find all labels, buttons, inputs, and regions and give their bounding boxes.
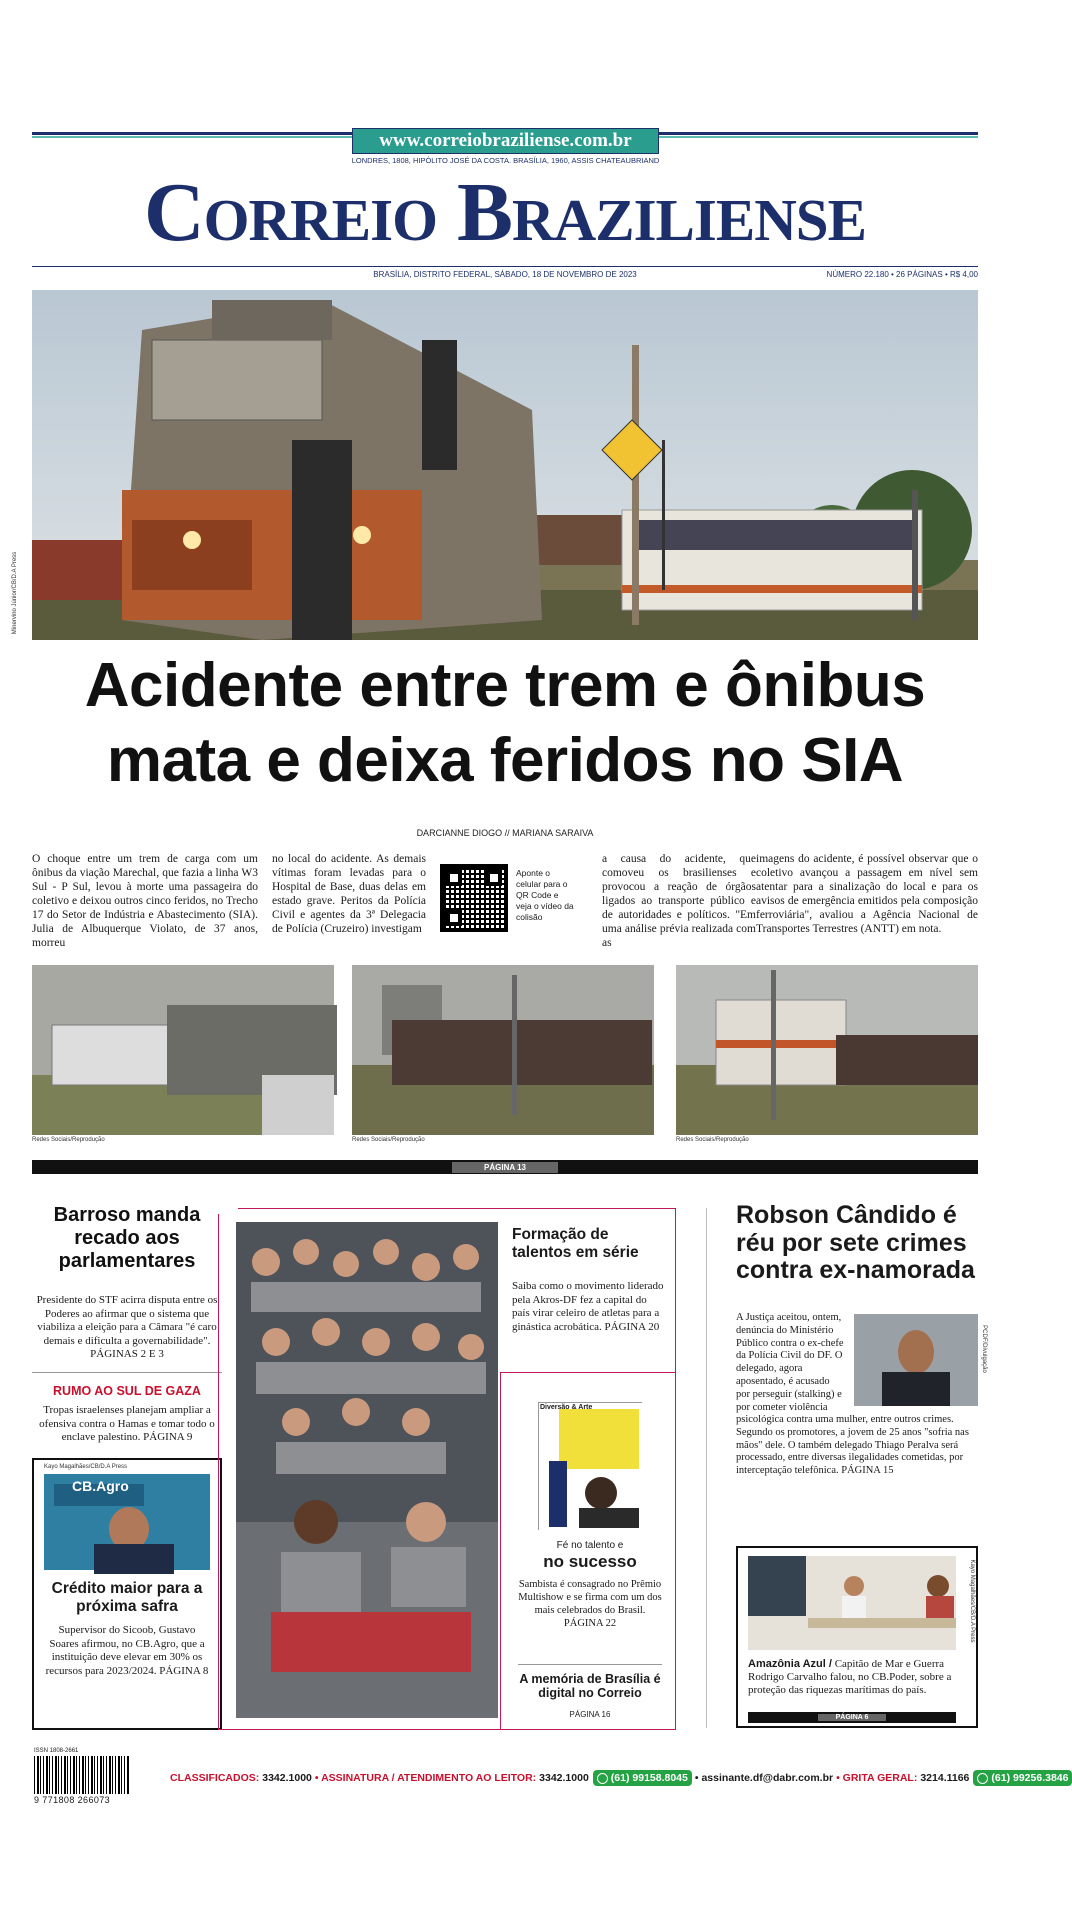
- crash-sequence-photo-1: [32, 965, 334, 1135]
- classificados-label: CLASSIFICADOS:: [170, 1772, 260, 1784]
- robson-summary-a: A Justiça aceitou, ontem, denúncia do Ministério Público contra o ex-chefe da Polícia Civil do DF. O delegado, agora aposentado, é acusado por perseguir (stalking) e por cometer violência: [736, 1312, 844, 1413]
- xande-de-pilares-thumbnail: [538, 1402, 642, 1530]
- gaza-summary: Tropas israelenses planejam ampliar a ofensiva contra o Hamas e tomar todo o enclave palestino. PÁGINA 9: [39, 1404, 215, 1443]
- robson-candido-portrait: [854, 1314, 978, 1406]
- barcode: [34, 1756, 130, 1794]
- center-divider-2: [518, 1664, 662, 1665]
- lead-column-3: a causa do acidente, que comoveu os brasilienses e provocou a reação de órgãos ligados ao transporte público e de autoridades e políticos. "Em uma análise prévia realizada com as: [602, 853, 756, 949]
- cbagro-credit: Kayo Magalhães/CB/D.A Press: [44, 1464, 128, 1470]
- robson-photo-credit: PCDF/Divulgação: [981, 1325, 987, 1373]
- lead-column-2: no local do acidente. As demais vítimas foram levadas para o Hospital de Base, duas delas em estado grave. Peritos da Polícia Civil e agentes da 3ª Delegacia de Polícia (Cruzeiro) investigam: [272, 853, 426, 935]
- center-box-cover-top: [218, 1200, 238, 1214]
- lead-column-1: O choque entre um trem de carga com um ônibus da viação Marechal, que fazia a linha W3 Sul - P Sul, levou à morte uma passageira do coletivo e deixou outros cinco feridos, no Trecho 17 do Setor de Indústria e Abastecimento (SIA). Julia de Albuquerque Violato, de 37 anos, morreu: [32, 853, 258, 949]
- amazonia-page-ref-bar[interactable]: [748, 1712, 956, 1723]
- amazonia-page-ref[interactable]: PÁGINA 6: [818, 1714, 887, 1721]
- memoria-page-ref[interactable]: PÁGINA 16: [569, 1710, 611, 1719]
- xande-kicker: Fé no talento e: [556, 1540, 624, 1551]
- lead-headline-line1[interactable]: Acidente entre trem e ônibus: [84, 651, 926, 720]
- lead-photo-train-bus-crash: [32, 290, 978, 640]
- amazonia-summary: Capitão de Mar e Guerra Rodrigo Carvalho falou, no CB.Poder, sobre a proteção das riquezas marítimas do país.: [748, 1658, 952, 1696]
- robson-summary-b: psicológica contra uma mulher, entre outros crimes. Segundo os promotores, a jovem de 25 anos "sofria nas mãos" dele. O também delegado Thiago Peralva será processado, entre diversas ilegalidades cometidas, por interceptação telefônica. PÁGINA 15: [736, 1414, 969, 1477]
- lead-headline-line2[interactable]: mata e deixa feridos no SIA: [106, 726, 904, 795]
- barroso-headline[interactable]: Barroso manda recado aos parlamentares: [53, 1204, 201, 1272]
- grita-label: • GRITA GERAL:: [836, 1772, 918, 1784]
- right-column-divider: [706, 1208, 707, 1728]
- whatsapp-number-2[interactable]: (61) 99256.3846: [991, 1772, 1069, 1784]
- crash-sequence-photo-2: [352, 965, 654, 1135]
- newspaper-name: Correio Braziliense: [144, 166, 866, 259]
- assinatura-label: • ASSINATURA / ATENDIMENTO AO LEITOR:: [314, 1772, 537, 1784]
- cbpoder-credit: Kayo Magalhães/CB/D.A Press: [969, 1559, 975, 1643]
- assinatura-number[interactable]: 3342.1000: [539, 1772, 589, 1784]
- lead-column-4: imagens do acidente, é possível observar que o coletivo avançou a passagem em nível sem atentar para a sinalização do local e para os avisos de emergência emitidos pela composição ferroviária", avaliou a Agência Nacional de Transportes Terrestres (ANTT) em nota.: [756, 853, 978, 935]
- diversao-label: Diversão & Arte: [540, 1404, 593, 1411]
- credito-headline[interactable]: Crédito maior para a próxima safra: [51, 1580, 203, 1615]
- photo-credit-1: Redes Sociais/Reprodução: [32, 1137, 105, 1143]
- classificados-number[interactable]: 3342.1000: [262, 1772, 312, 1784]
- barroso-summary: Presidente do STF acirra disputa entre os Poderes ao afirmar que o sistema que viabiliza a eleição para a Câmara "é caro demais e dificulta a governabilidade". PÁGINAS 2 E 3: [36, 1294, 218, 1360]
- founders-line: LONDRES, 1808, HIPÓLITO JOSÉ DA COSTA. BRASÍLIA, 1960, ASSIS CHATEAUBRIAND: [351, 156, 660, 165]
- xande-summary: Sambista é consagrado no Prêmio Multishow e se firma com um dos mais celebrados do Brasil. PÁGINA 22: [518, 1579, 662, 1629]
- formacao-headline[interactable]: Formação de talentos em série: [512, 1226, 639, 1261]
- masthead-rule: [32, 266, 978, 267]
- formacao-summary: Saiba como o movimento liderado pela Akros-DF fez a capital do país virar celeiro de atletas para a ginástica acrobática. PÁGINA 20: [512, 1280, 664, 1333]
- credito-summary: Supervisor do Sicoob, Gustavo Soares afirmou, no CB.Agro, que a instituição deve elevar em 30% os recursos para 2023/2024. PÁGINA 8: [45, 1624, 209, 1677]
- lead-byline: DARCIANNE DIOGO // MARIANA SARAIVA: [416, 828, 594, 838]
- assinante-email[interactable]: • assinante.df@dabr.com.br: [694, 1772, 834, 1784]
- cbpoder-interview-photo: [748, 1556, 956, 1650]
- center-inner-divider-v: [500, 1372, 501, 1730]
- site-url[interactable]: www.correiobraziliense.com.br: [379, 130, 632, 151]
- xande-headline[interactable]: no sucesso: [543, 1552, 637, 1571]
- left-divider-1: [32, 1372, 222, 1373]
- whatsapp-number-1[interactable]: (61) 99158.8045: [610, 1772, 688, 1784]
- grita-number[interactable]: 3214.1166: [920, 1772, 970, 1784]
- lead-photo-credit: Minervino Júnior/CB/D.A Press: [12, 551, 18, 635]
- site-url-banner[interactable]: [352, 128, 659, 154]
- robson-headline[interactable]: Robson Cândido é réu por sete crimes contra ex-namorada: [736, 1201, 975, 1284]
- barcode-top: ISSN 1808-2661: [34, 1748, 79, 1754]
- amazonia-text: [748, 1658, 968, 1697]
- footer-contact-line: [170, 1768, 1069, 1788]
- lead-page-ref[interactable]: PÁGINA 13: [452, 1162, 558, 1173]
- edition-info: NÚMERO 22.180 • 26 PÁGINAS • R$ 4,00: [826, 270, 978, 279]
- qr-code[interactable]: [440, 864, 508, 932]
- lead-photo-illustration: [32, 290, 978, 640]
- acrobatics-team-photo: [236, 1222, 498, 1718]
- crash-sequence-photo-3: [676, 965, 978, 1135]
- photo-credit-3: Redes Sociais/Reprodução: [676, 1137, 749, 1143]
- whatsapp-pill-2[interactable]: [973, 1770, 1072, 1786]
- whatsapp-icon: [597, 1773, 608, 1784]
- qr-caption: Aponte o celular para o QR Code e veja o vídeo da colisão: [516, 868, 574, 922]
- gaza-kicker[interactable]: RUMO AO SUL DE GAZA: [53, 1384, 201, 1398]
- center-inner-divider: [500, 1372, 676, 1373]
- memoria-headline[interactable]: A memória de Brasília é digital no Correio: [519, 1672, 661, 1701]
- whatsapp-pill-1[interactable]: [593, 1770, 692, 1786]
- lead-page-ref-bar[interactable]: [32, 1160, 978, 1174]
- barcode-digits: 9 771808 266073: [34, 1795, 111, 1805]
- whatsapp-icon: [977, 1773, 988, 1784]
- amazonia-kicker[interactable]: Amazônia Azul /: [748, 1658, 832, 1670]
- cbagro-logo: CB.Agro: [72, 1478, 129, 1494]
- photo-credit-2: Redes Sociais/Reprodução: [352, 1137, 425, 1143]
- dateline: BRASÍLIA, DISTRITO FEDERAL, SÁBADO, 18 DE NOVEMBRO DE 2023: [373, 270, 637, 279]
